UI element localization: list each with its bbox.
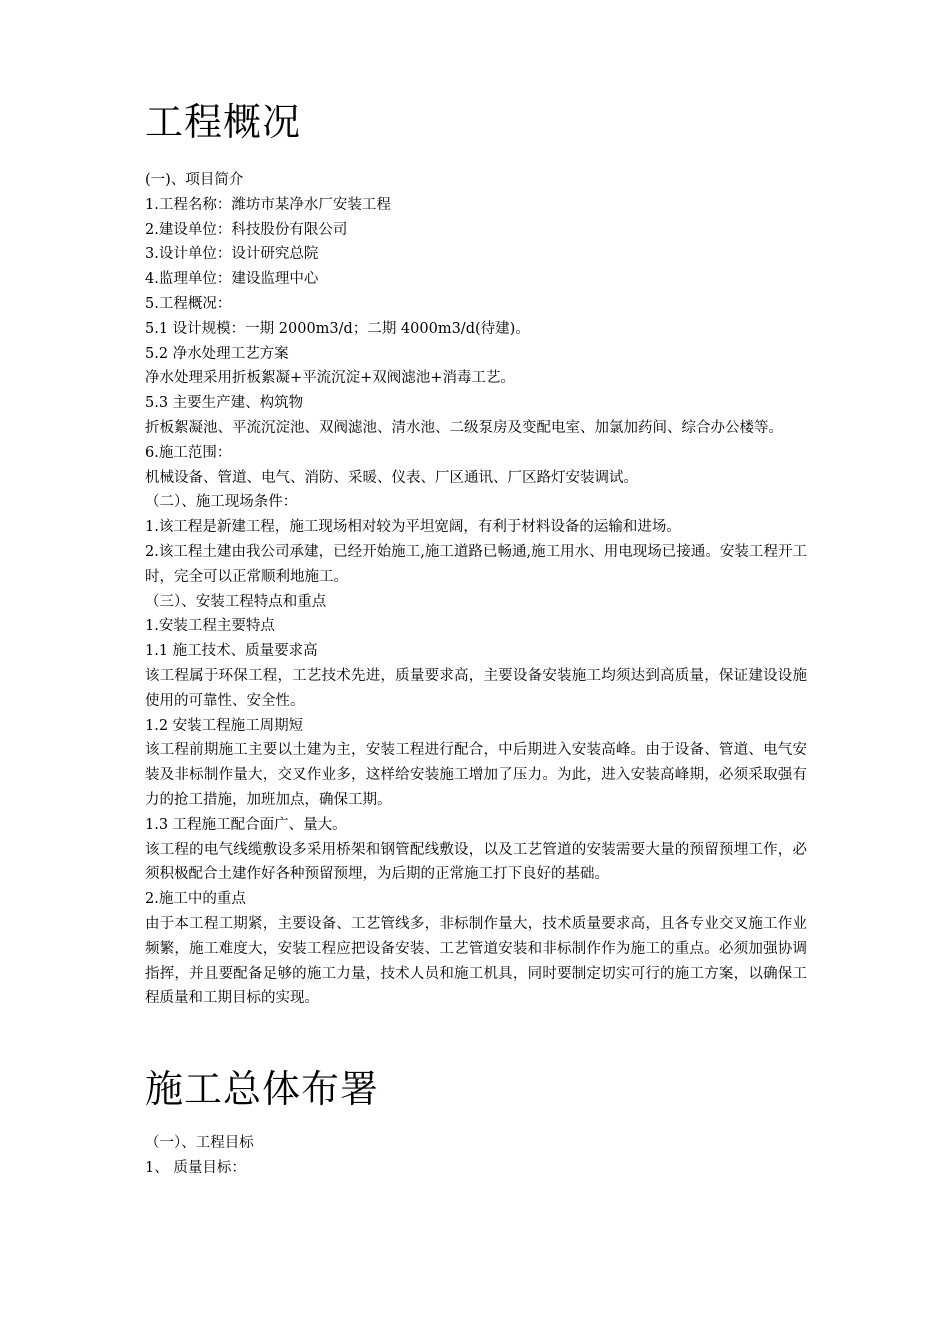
paragraph: 3.设计单位：设计研究总院: [145, 246, 319, 263]
paragraph: 6.施工范围：: [145, 444, 232, 461]
paragraph: 1.3 工程施工配合面广、量大。: [145, 816, 347, 833]
paragraph: （一）、工程目标: [145, 1135, 254, 1152]
section-heading-project-overview: 工程概况: [145, 100, 302, 144]
paragraph: 5.工程概况：: [145, 295, 232, 312]
paragraph: 该工程的电气线缆敷设多采用桥架和钢管配线敷设，以及工艺管道的安装需要大量的预留预埋工作，必须积极配合土建作好各种预留预埋，为后期的正常施工打下良好的基础。: [145, 841, 807, 883]
paragraph: 1.2 安装工程施工周期短: [145, 717, 304, 734]
paragraph: 1.工程名称：潍坊市某净水厂安装工程: [145, 196, 391, 213]
paragraph: 1.该工程是新建工程，施工现场相对较为平坦宽阔，有利于材料设备的运输和进场。: [145, 519, 681, 536]
paragraph: 2.建设单位：科技股份有限公司: [145, 221, 348, 238]
paragraph: 2.施工中的重点: [145, 891, 246, 908]
document-body: [145, 98, 807, 1181]
section-heading-construction-deployment: 施工总体布署: [145, 1067, 380, 1112]
paragraph: （二）、施工现场条件：: [145, 494, 298, 511]
paragraph: 2.该工程土建由我公司承建，已经开始施工,施工道路已畅通,施工用水、用电现场已接通。安装工程开工时，完全可以正常顺利地施工。: [145, 543, 807, 585]
paragraph: 折板絮凝池、平流沉淀池、双阀滤池、清水池、二级泵房及变配电室、加氯加药间、综合办公楼等。: [145, 419, 783, 436]
section-spacer: [145, 1011, 807, 1051]
paragraph: 机械设备、管道、电气、消防、采暖、仪表、厂区通讯、厂区路灯安装调试。: [145, 469, 638, 486]
paragraph: 该工程前期施工主要以土建为主，安装工程进行配合，中后期进入安装高峰。由于设备、管道、电气安装及非标制作量大，交叉作业多，这样给安装施工增加了压力。为此，进入安装高峰期，必须采取强有力的抢工措施，加班加点，确保工期。: [145, 742, 807, 808]
paragraph: 5.1 设计规模：一期 2000m3/d；二期 4000m3/d(待建)。: [145, 320, 530, 337]
paragraph: (一)、项目简介: [145, 172, 244, 188]
paragraph: 5.3 主要生产建、构筑物: [145, 395, 304, 412]
paragraph: 1、 质量目标：: [145, 1159, 246, 1176]
paragraph: 4.监理单位：建设监理中心: [145, 271, 319, 288]
paragraph: 5.2 净水处理工艺方案: [145, 345, 289, 362]
paragraph: 1.1 施工技术、质量要求高: [145, 643, 318, 660]
paragraph: （三）、安装工程特点和重点: [145, 593, 327, 610]
paragraph: 1.安装工程主要特点: [145, 618, 275, 635]
paragraph: 由于本工程工期紧，主要设备、工艺管线多，非标制作量大，技术质量要求高，且各专业交叉施工作业频繁，施工难度大，安装工程应把设备安装、工艺管道安装和非标制作作为施工的重点。必须加强协调指挥，并且要配备足够的施工力量，技术人员和施工机具，同时要制定切实可行的施工方案，以确保工程质量和工期目标的实现。: [145, 915, 807, 1007]
paragraph: 该工程属于环保工程，工艺技术先进，质量要求高，主要设备安装施工均须达到高质量，保证建设设施使用的可靠性、安全性。: [145, 667, 807, 709]
paragraph: 净水处理采用折板絮凝+平流沉淀+双阀滤池+消毒工艺。: [145, 370, 515, 387]
